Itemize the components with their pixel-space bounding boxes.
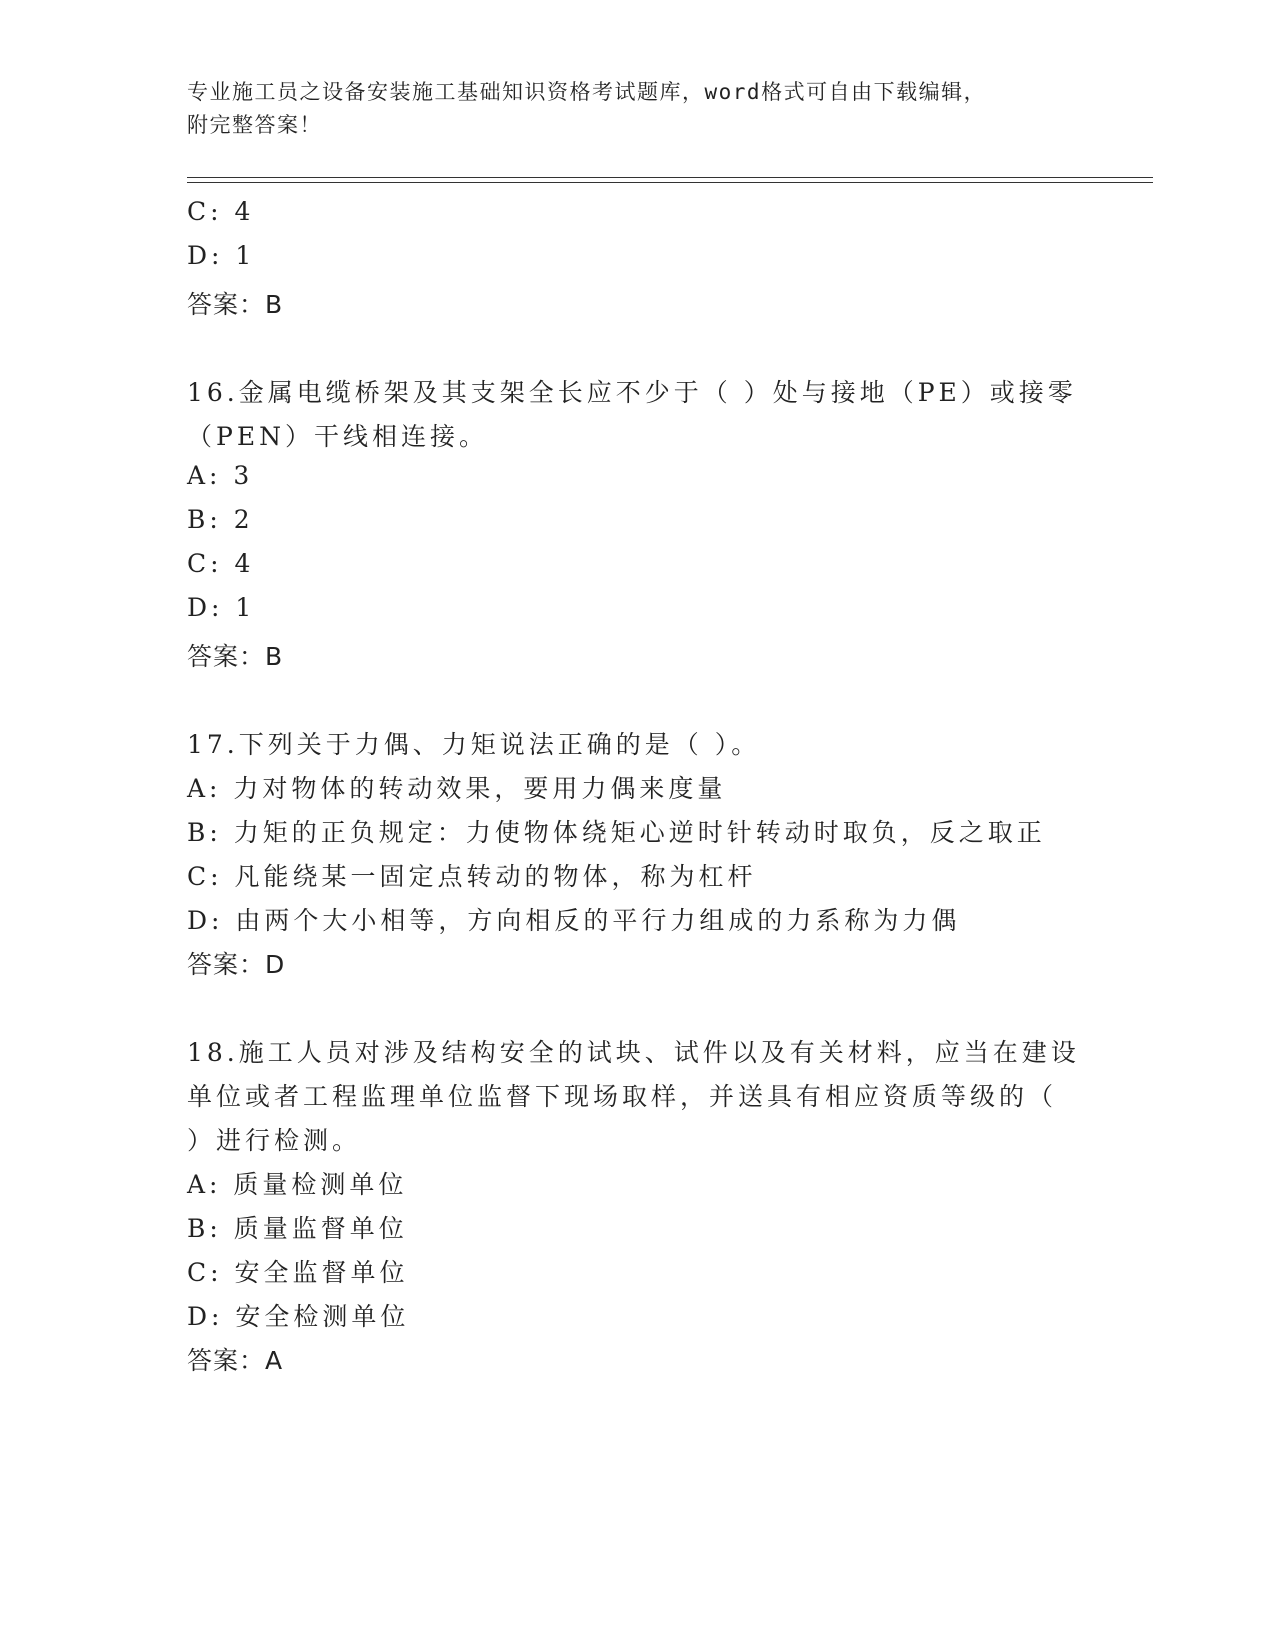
prev-option-d: D: 1 bbox=[187, 241, 256, 270]
q17-option-d: D: 由两个大小相等，方向相反的平行力组成的力系称为力偶 bbox=[187, 906, 961, 935]
q16-option-b: B: 2 bbox=[187, 505, 254, 534]
q18-stem-line-2: 单位或者工程监理单位监督下现场取样，并送具有相应资质等级的（ bbox=[187, 1082, 1058, 1111]
header-divider-top bbox=[187, 177, 1153, 178]
q18-option-d: D: 安全检测单位 bbox=[187, 1302, 410, 1331]
q17-option-b: B: 力矩的正负规定：力使物体绕矩心逆时针转动时取负，反之取正 bbox=[187, 818, 1046, 847]
q18-stem-line-3: ）进行检测。 bbox=[187, 1126, 362, 1155]
prev-option-c: C: 4 bbox=[187, 197, 255, 226]
q17-option-c: C: 凡能绕某一固定点转动的物体，称为杠杆 bbox=[187, 862, 757, 891]
q18-option-c: C: 安全监督单位 bbox=[187, 1258, 409, 1287]
q18-option-b: B: 质量监督单位 bbox=[187, 1214, 408, 1243]
q16-stem-line-2: （PEN）干线相连接。 bbox=[187, 422, 488, 451]
header-line-1: 专业施工员之设备安装施工基础知识资格考试题库，word格式可自由下载编辑， bbox=[187, 80, 987, 104]
q16-option-a: A: 3 bbox=[187, 461, 254, 490]
q18-stem-line-1: 18.施工人员对涉及结构安全的试块、试件以及有关材料，应当在建设 bbox=[187, 1038, 1080, 1067]
document-header bbox=[187, 76, 1067, 142]
q17-answer: 答案：D bbox=[187, 950, 286, 979]
prev-answer: 答案：B bbox=[187, 290, 284, 319]
header-divider-bottom bbox=[187, 182, 1153, 183]
q16-option-c: C: 4 bbox=[187, 549, 255, 578]
q18-option-a: A: 质量检测单位 bbox=[187, 1170, 408, 1199]
q16-stem-line-1: 16.金属电缆桥架及其支架全长应不少于（ ）处与接地（PE）或接零 bbox=[187, 378, 1077, 407]
q17-option-a: A: 力对物体的转动效果，要用力偶来度量 bbox=[187, 774, 727, 803]
q18-answer: 答案：A bbox=[187, 1346, 284, 1375]
q16-answer: 答案：B bbox=[187, 642, 284, 671]
q16-option-d: D: 1 bbox=[187, 593, 256, 622]
q17-stem-line-1: 17.下列关于力偶、力矩说法正确的是（ ）。 bbox=[187, 730, 761, 759]
header-line-2: 附完整答案！ bbox=[187, 113, 322, 137]
